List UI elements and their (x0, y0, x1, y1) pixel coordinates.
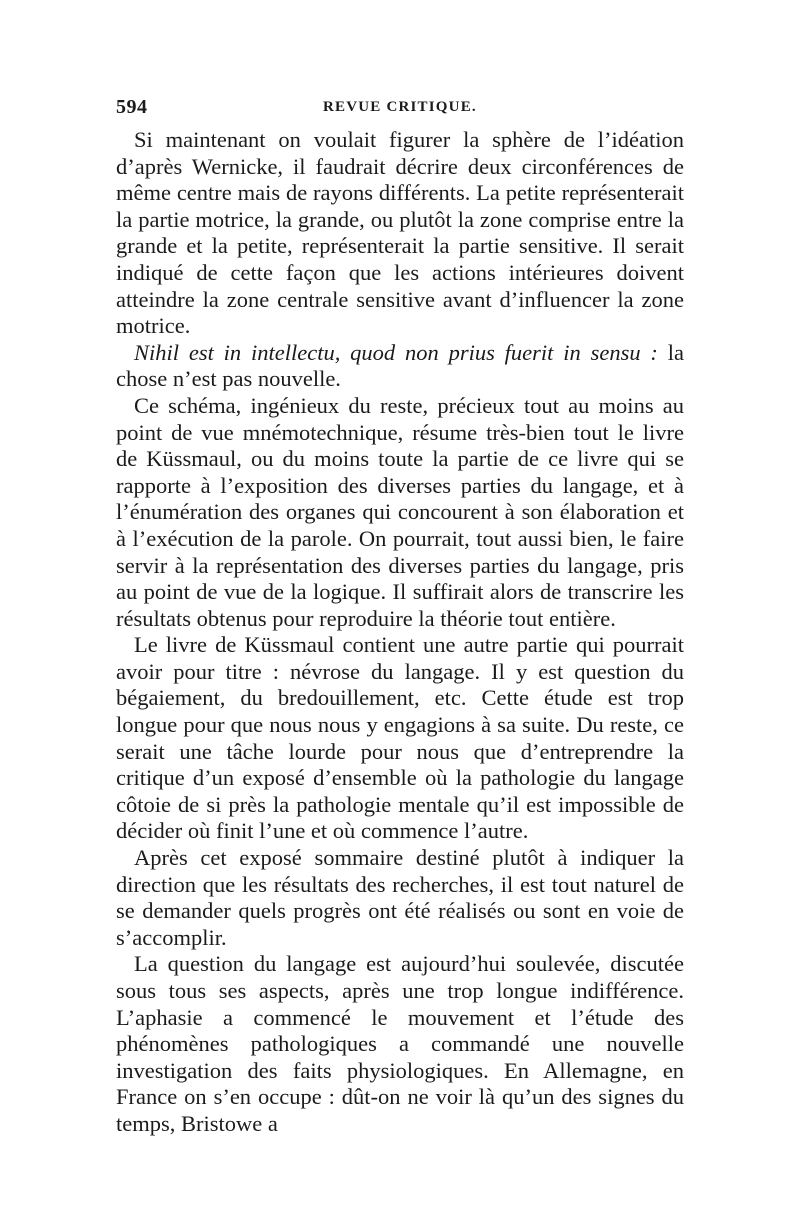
paragraph-text: Le livre de Küssmaul contient une autre partie qui pourrait avoir pour titre : névrose du langage. Il y est question du bégaiement, du bredouillement, etc. Cette étude est trop longue pour que nous nous y engagions à sa suite. Du reste, ce serait une tâche lourde pour nous que d’entreprendre la critique d’un exposé d’ensemble où la pathologie du langage côtoie de si près la pathologie mentale qu’il est impossible de décider où finit l’une et où commence l’autre. (116, 632, 684, 844)
paragraph-text: Après cet exposé sommaire destiné plutôt à indiquer la direction que les résultats des recherches, il est tout naturel de se demander quels progrès ont été réalisés ou sont en voie de s’accomplir. (116, 845, 684, 950)
page-number: 594 (116, 96, 148, 118)
paragraph-text: la chose n’est pas nouvelle. (116, 339, 684, 392)
running-header (116, 96, 684, 122)
journal-title: REVUE CRITIQUE. (323, 99, 477, 115)
paragraph-4 (116, 632, 684, 845)
paragraph-1 (116, 127, 684, 340)
paragraph-6 (116, 951, 684, 1137)
body-text (116, 127, 684, 1138)
paragraph-3 (116, 393, 684, 632)
latin-quotation: Nihil est in intellectu, quod non prius fuerit in sensu : (134, 339, 658, 365)
paragraph-text: Si maintenant on voulait figurer la sphère de l’idéation d’après Wernicke, il faudrait décrire deux circonférences de même centre mais de rayons différents. La petite représenterait la partie motrice, la grande, ou plutôt la zone comprise entre la grande et la petite, représenterait la partie sensitive. Il serait indiqué de cette façon que les actions intérieures doivent atteindre la zone centrale sensitive avant d’influencer la zone motrice. (116, 127, 684, 339)
paragraph-text: Ce schéma, ingénieux du reste, précieux tout au moins au point de vue mnémotechnique, résume très-bien tout le livre de Küssmaul, ou du moins toute la partie de ce livre qui se rapporte à l’exposition des diverses parties du langage, et à l’énumération des organes qui concourent à son élaboration et à l’exécution de la parole. On pourrait, tout aussi bien, le faire servir à la représentation des diverses parties du langage, pris au point de vue de la logique. Il suffirait alors de transcrire les résultats obtenus pour reproduire la théorie tout entière. (116, 392, 684, 631)
paragraph-text: La question du langage est aujourd’hui soulevée, discutée sous tous ses aspects, après une trop longue indifférence. L’aphasie a commencé le mouvement et l’étude des phénomènes pathologiques a commandé une nouvelle investigation des faits physiologiques. En Allemagne, en France on s’en occupe : dût-on ne voir là qu’un des signes du temps, Bristowe a (116, 951, 684, 1136)
paragraph-5 (116, 845, 684, 951)
paragraph-2 (116, 340, 684, 393)
